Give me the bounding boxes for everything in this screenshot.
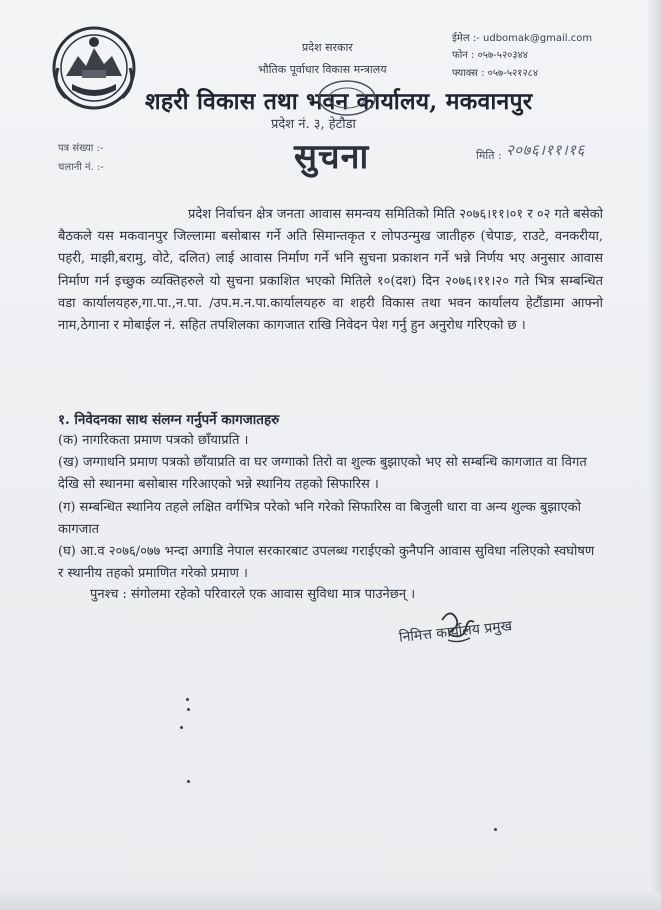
signatory-title: निमित्त कार्यालय प्रमुख — [398, 618, 513, 646]
scan-speck — [186, 698, 189, 701]
page-edge — [648, 0, 661, 910]
province-office: प्रदेश सरकार — [302, 41, 353, 54]
document-list — [58, 430, 603, 585]
scan-speck — [187, 780, 190, 783]
office-address: प्रदेश नं. ३, हेटौडा — [271, 117, 356, 132]
list-item: (क) नागरिकता प्रमाण पत्रको छाँयाप्रति । — [58, 433, 249, 448]
page-edge — [0, 892, 661, 910]
section-heading: १. निवेदनका साथ संलग्न गर्नुपर्ने कागजातहरु — [58, 412, 280, 428]
nepal-emblem-icon — [52, 26, 136, 110]
office-stamp-icon — [315, 78, 379, 118]
letter-number: पत्र संख्या :- — [58, 143, 104, 154]
notice-title: सुचना — [294, 137, 370, 177]
footnote: पुनश्च : संगोलमा रहेको परिवारले एक आवास सुविधा मात्र पाउनेछन् । — [90, 587, 416, 602]
date-label: मिति : — [476, 149, 502, 162]
list-item: (ग) सम्बन्धित स्थानिय तहले लक्षित वर्गभित्र परेको भनि गरेको सिफारिस वा बिजुली धारा वा अन्य शुल्क बुझाएको कागजात — [58, 499, 582, 537]
scan-speck — [180, 726, 183, 729]
contact-fax: फ्याक्स : ०५७-५२१२८४ — [452, 68, 539, 79]
scan-speck — [187, 708, 190, 711]
ministry-name: शहरी विकास तथा भवन कार्यालय, मकवानपुर — [145, 88, 533, 115]
list-item: (ख) जग्गाधनि प्रमाण पत्रको छाँयाप्रति वा घर जग्गाको तिरो वा शुल्क बुझाएको भए सो सम्बन्धि कागजात वा विगत देखि सो स्थानमा बसोबास गरिआएको भन्ने स्थानिय तहको सिफारिस । — [58, 455, 587, 493]
list-item: (घ) आ.व २०७६/०७७ भन्दा अगाडि नेपाल सरकारबाट उपलब्ध गराईएको कुनैपनि आवास सुविधा नलिएको स्वघोषण र स्थानीय तहको प्रमाणित गरेको प्रमाण । — [58, 544, 595, 582]
dispatch-number: चलानी नं. :- — [58, 162, 104, 173]
notice-paragraph: प्रदेश निर्वाचन क्षेत्र जनता आवास समन्वय समितिको मिति २०७६।११।०१ र ०२ गते बसेको बैठकले यस मकवानपुर जिल्लामा बसोबास गर्ने अति सिमान्तकृत र लोपउन्मुख जातीहरु (चेपाङ, राउटे, वनकरीया, पहरी, माझी,बरामु, वोटे, दलित) लाई आवास निर्माण गर्ने भनि सुचना प्रकाशन गर्ने भन्ने निर्णय भए अनुसार आवास निर्माण गर्न इच्छुक व्यक्तिहरुले यो सुचना प्रकाशित भएको मितिले १०(दश) दिन २०७६।११।२० गते भित्र सम्बन्धित वडा कार्यालयहरु,गा.पा.,न.पा. /उप.म.न.पा.कार्यालयहरु वा शहरी विकास तथा भवन कार्यालय हेटौंडामा आफ्नो नाम,ठेगाना र मोबाईल नं. सहित तपशिलका कागजात राखि निवेदन पेश गर्नु हुन अनुरोध गरिएको छ । — [58, 207, 603, 334]
date-value: २०७६।११।१६ — [506, 141, 585, 159]
scan-speck — [494, 828, 497, 831]
contact-phone: फोन : ०५७-५२०३४४ — [452, 50, 528, 61]
contact-email: ईमेल :- udbomak@gmail.com — [452, 33, 593, 44]
division-name: भौतिक पूर्वाधार विकास मन्त्रालय — [258, 63, 387, 76]
